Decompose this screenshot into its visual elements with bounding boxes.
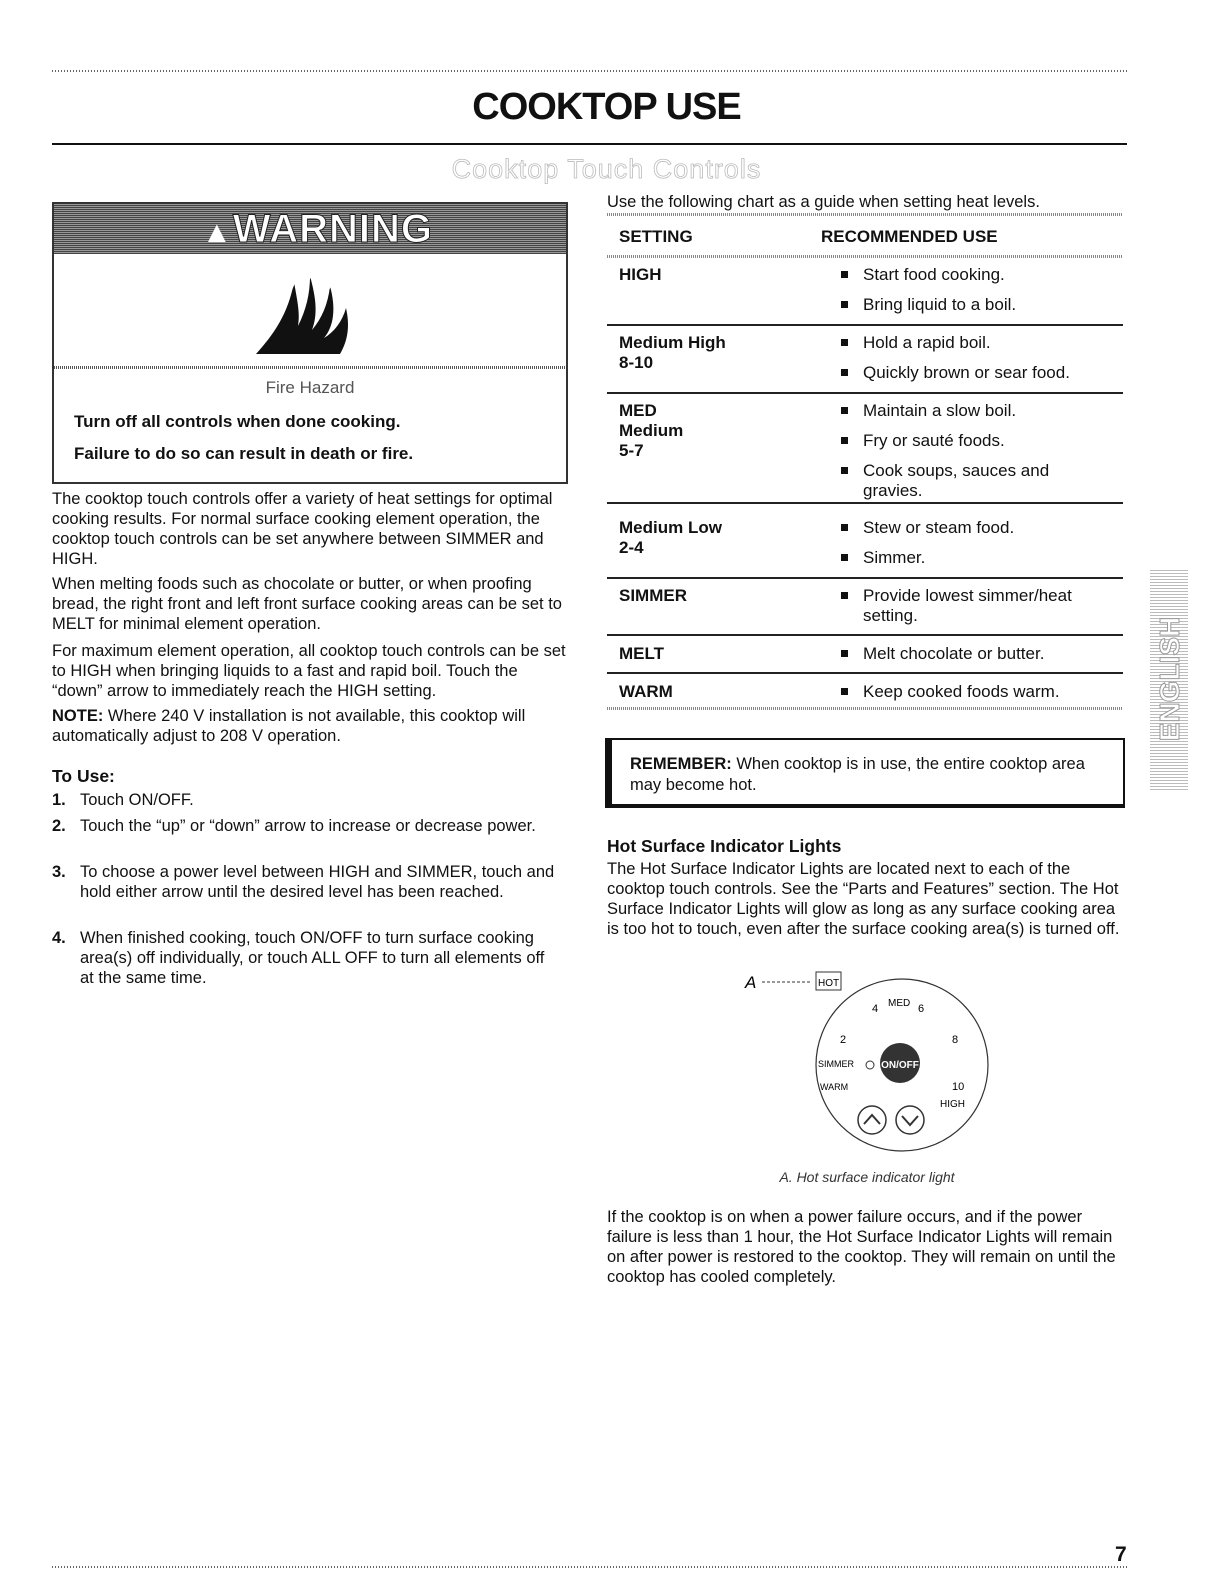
page-number: 7 bbox=[1115, 1543, 1127, 1566]
svg-text:10: 10 bbox=[952, 1081, 965, 1093]
table-header-setting: SETTING bbox=[619, 227, 693, 246]
simmer-label: SIMMER bbox=[818, 1059, 854, 1069]
note-text: Where 240 V installation is not available, this cooktop will automatically adjust to 208 V operation. bbox=[52, 707, 526, 745]
step-2: 2. Touch the “up” or “down” arrow to increase or decrease power. bbox=[52, 817, 536, 835]
to-use-heading: To Use: bbox=[52, 766, 115, 786]
hot-label: HOT bbox=[818, 978, 840, 989]
max-paragraph: For maximum element operation, all cooktop touch controls can be set to HIGH when bringing liquids to a fast and rapid boil. Touch the “down” arrow to immediately reach the HIGH setting. bbox=[52, 642, 566, 700]
table-top-rule bbox=[607, 213, 1123, 216]
table-header-use: RECOMMENDED USE bbox=[821, 227, 998, 246]
warning-header-text: ▲WARNING bbox=[202, 207, 434, 251]
cooktop-control-diagram bbox=[730, 965, 990, 1165]
power-failure-paragraph: If the cooktop is on when a power failure occurs, and if the power failure is less than 1 hour, the Hot Surface Indicator Lights will remain on after power is restored to the cooktop. They will remain on until the cooktop has cooled completely. bbox=[607, 1208, 1116, 1286]
figure-caption: A. Hot surface indicator light bbox=[779, 1169, 955, 1185]
svg-text:8: 8 bbox=[952, 1034, 959, 1046]
chevron-down-icon bbox=[902, 1116, 918, 1125]
remember-box bbox=[605, 738, 1125, 808]
language-side-tab: ENGLISH bbox=[1150, 568, 1188, 790]
row-separator bbox=[607, 502, 1123, 504]
bottom-dotted-rule bbox=[52, 1566, 1127, 1568]
warning-header bbox=[54, 204, 566, 254]
med-label: MED bbox=[888, 998, 911, 1009]
warning-divider bbox=[54, 366, 566, 369]
down-arrow-button[interactable] bbox=[896, 1106, 924, 1134]
step-3: 3. To choose a power level between HIGH and SIMMER, touch and hold either arrow until the desired level has been reached. bbox=[52, 863, 555, 901]
melt-paragraph: When melting foods such as chocolate or butter, or when proofing bread, the right front and left front surface cooking areas can be set to MELT for minimal element operation. bbox=[52, 575, 562, 633]
intro-paragraph: The cooktop touch controls offer a variety of heat settings for optimal cooking results. For normal surface cooking element operation, the cooktop touch controls can be set anywhere between SIMMER and HIGH. bbox=[52, 490, 553, 568]
row-separator bbox=[607, 324, 1123, 326]
svg-text:6: 6 bbox=[918, 1003, 925, 1015]
callout-a: A bbox=[745, 973, 757, 992]
page-title: COOKTOP USE bbox=[472, 86, 741, 128]
row-separator bbox=[607, 634, 1123, 636]
row-separator bbox=[607, 577, 1123, 579]
alert-triangle-icon: ▲ bbox=[202, 216, 233, 249]
high-label: HIGH bbox=[940, 1099, 965, 1110]
note-label: NOTE: bbox=[52, 707, 104, 725]
hazard-title: Fire Hazard bbox=[265, 378, 355, 397]
title-rule bbox=[52, 143, 1127, 145]
melt-dot bbox=[866, 1061, 874, 1069]
hot-surface-heading: Hot Surface Indicator Lights bbox=[607, 836, 842, 856]
section-subtitle: Cooktop Touch Controls bbox=[451, 154, 762, 184]
warning-box bbox=[52, 202, 568, 484]
note-paragraph bbox=[52, 706, 572, 746]
chevron-up-icon bbox=[864, 1115, 880, 1124]
up-arrow-button[interactable] bbox=[858, 1106, 886, 1134]
hot-surface-paragraph: The Hot Surface Indicator Lights are located next to each of the cooktop touch controls. See the “Parts and Features” section. The Hot Surface Indicator Lights will glow as long as any surface cooking area is too hot to touch, even after the surface cooking area(s) is turned off. bbox=[607, 860, 1120, 938]
step-4: 4. When finished cooking, touch ON/OFF to turn surface cooking area(s) off individually, or touch ALL OFF to turn all elements off at the same time. bbox=[52, 929, 545, 987]
svg-text:ON/OFF: ON/OFF bbox=[881, 1060, 919, 1071]
warning-line-2: Failure to do so can result in death or fire. bbox=[74, 444, 414, 463]
table-header-rule bbox=[607, 255, 1123, 258]
row-separator bbox=[607, 392, 1123, 394]
row-separator bbox=[607, 672, 1123, 674]
top-dotted-rule bbox=[52, 70, 1127, 72]
remember-label: REMEMBER: bbox=[630, 755, 732, 773]
remember-text: When cooktop is in use, the entire cooktop area may become hot. bbox=[630, 755, 1085, 794]
chart-intro: Use the following chart as a guide when setting heat levels. bbox=[607, 193, 1040, 211]
warning-line-1: Turn off all controls when done cooking. bbox=[74, 412, 401, 431]
warm-label: WARM bbox=[820, 1082, 849, 1092]
fire-icon bbox=[254, 274, 366, 356]
table-bottom-rule bbox=[607, 707, 1123, 710]
svg-text:2: 2 bbox=[840, 1034, 847, 1046]
svg-text:4: 4 bbox=[872, 1003, 879, 1015]
step-1: 1. Touch ON/OFF. bbox=[52, 791, 194, 809]
